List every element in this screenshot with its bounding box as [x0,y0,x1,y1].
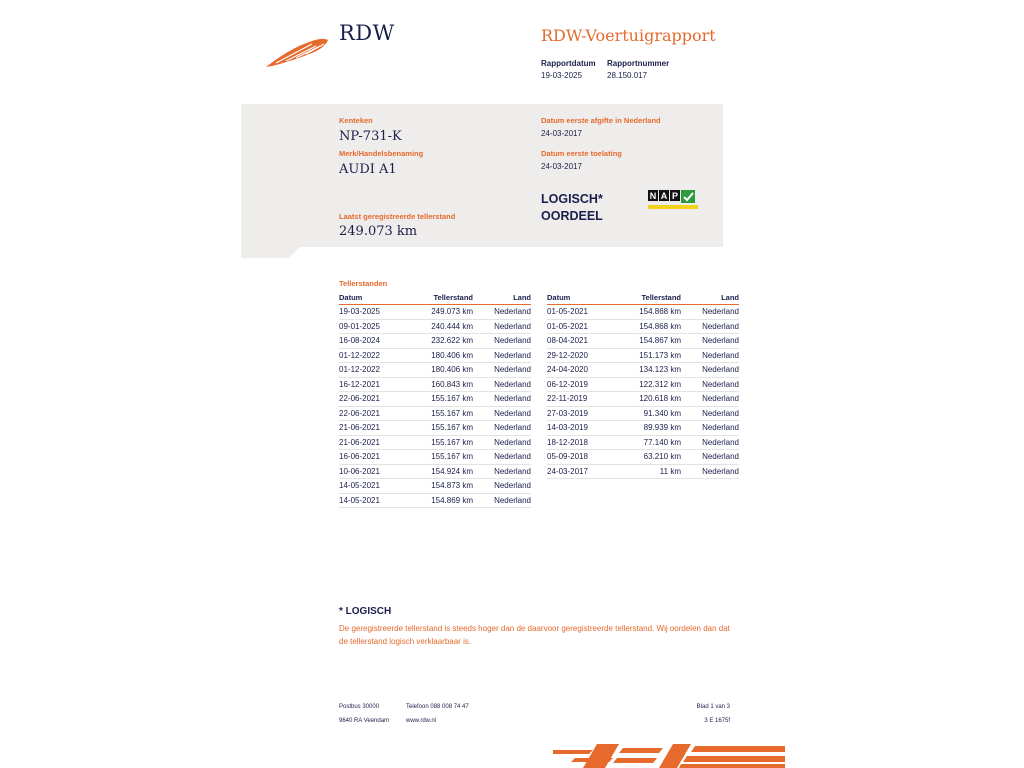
cell-country: Nederland [687,421,739,436]
table-row [547,435,739,450]
cell-country: Nederland [479,305,531,320]
cell-country: Nederland [479,464,531,479]
cell-date: 10-06-2021 [339,464,409,479]
cell-country: Nederland [479,421,531,436]
cell-country: Nederland [479,392,531,407]
footer-page: Blad 1 van 3 [696,704,730,710]
cell-date: 01-12-2022 [339,348,409,363]
table-row [339,479,531,494]
cell-km: 155.167 km [409,450,479,465]
cell-country: Nederland [687,406,739,421]
odometer-label: Laatst geregistreerde tellerstand [339,212,456,221]
cell-km: 249.073 km [409,305,479,320]
cell-km: 160.843 km [409,377,479,392]
cell-country: Nederland [687,377,739,392]
cell-date: 22-11-2019 [547,392,617,407]
cell-date: 08-04-2021 [547,334,617,349]
col-date-header: Datum [547,292,617,305]
table-header-row [339,292,531,305]
col-km-header: Tellerstand [409,292,479,305]
col-date-header: Datum [339,292,409,305]
cell-km: 77.140 km [617,435,687,450]
make-value: AUDI A1 [339,162,397,177]
cell-country: Nederland [687,348,739,363]
table-row [339,493,531,508]
cell-km: 122.312 km [617,377,687,392]
cell-date: 09-01-2025 [339,319,409,334]
table-row [339,363,531,378]
panel-notch [241,246,301,258]
table-row [547,363,739,378]
table-row [339,319,531,334]
cell-date: 18-12-2018 [547,435,617,450]
cell-date: 16-08-2024 [339,334,409,349]
nap-badge [648,189,698,209]
nap-letter-a: A [660,191,668,201]
col-country-header: Land [479,292,531,305]
cell-date: 01-05-2021 [547,305,617,320]
plate-value: NP-731-K [339,129,402,144]
table-row [339,334,531,349]
cell-km: 63.210 km [617,450,687,465]
footer-code: 3 E 1675f [704,718,730,724]
report-date-label: Rapportdatum [541,59,596,68]
col-country-header: Land [687,292,739,305]
cell-country: Nederland [687,305,739,320]
cell-country: Nederland [479,450,531,465]
cell-country: Nederland [687,435,739,450]
footer-website[interactable]: www.rdw.nl [406,718,437,724]
cell-date: 01-12-2022 [339,363,409,378]
cell-country: Nederland [687,450,739,465]
table-row [339,305,531,320]
cell-date: 14-05-2021 [339,493,409,508]
cell-date: 14-03-2019 [547,421,617,436]
cell-date: 21-06-2021 [339,435,409,450]
cell-km: 134.123 km [617,363,687,378]
rdw-stripes-decoration [553,744,785,768]
footer-phone: Telefoon 088 008 74 47 [406,704,469,710]
cell-km: 120.618 km [617,392,687,407]
cell-km: 155.167 km [409,406,479,421]
table-row [547,377,739,392]
cell-km: 89.939 km [617,421,687,436]
table-header-row [547,292,739,305]
cell-date: 16-06-2021 [339,450,409,465]
verdict-line2: OORDEEL [541,209,603,223]
cell-km: 232.622 km [409,334,479,349]
cell-km: 91.340 km [617,406,687,421]
plate-label: Kenteken [339,116,373,125]
cell-km: 154.873 km [409,479,479,494]
cell-km: 240.444 km [409,319,479,334]
feather-logo-icon [266,36,330,68]
first-admission-value: 24-03-2017 [541,162,582,171]
table-row [547,406,739,421]
cell-date: 24-04-2020 [547,363,617,378]
cell-km: 11 km [617,464,687,479]
cell-date: 05-09-2018 [547,450,617,465]
cell-country: Nederland [479,363,531,378]
cell-date: 16-12-2021 [339,377,409,392]
cell-country: Nederland [479,319,531,334]
readings-table-right [547,292,739,479]
table-row [547,392,739,407]
cell-country: Nederland [687,392,739,407]
col-km-header: Tellerstand [617,292,687,305]
cell-km: 180.406 km [409,363,479,378]
cell-country: Nederland [687,334,739,349]
cell-country: Nederland [479,377,531,392]
first-nl-label: Datum eerste afgifte in Nederland [541,116,661,125]
table-row [547,319,739,334]
table-row [339,406,531,421]
odometer-value: 249.073 km [339,224,418,239]
cell-km: 155.167 km [409,392,479,407]
cell-country: Nederland [479,479,531,494]
cell-km: 154.868 km [617,319,687,334]
cell-km: 155.167 km [409,435,479,450]
cell-country: Nederland [479,348,531,363]
table-row [339,392,531,407]
cell-km: 154.868 km [617,305,687,320]
report-number-value: 28.150.017 [607,71,648,80]
cell-km: 154.924 km [409,464,479,479]
report-number-label: Rapportnummer [607,59,670,68]
cell-country: Nederland [479,435,531,450]
cell-km: 151.173 km [617,348,687,363]
cell-date: 01-05-2021 [547,319,617,334]
cell-km: 154.869 km [409,493,479,508]
verdict-line1: LOGISCH* [541,192,603,206]
cell-date: 21-06-2021 [339,421,409,436]
table-row [339,348,531,363]
table-row [547,348,739,363]
cell-country: Nederland [687,319,739,334]
table-row [339,464,531,479]
table-row [339,435,531,450]
report-date-value: 19-03-2025 [541,71,582,80]
footer-postbus: Postbus 30000 [339,704,380,710]
make-label: Merk/Handelsbenaming [339,149,424,158]
table-row [547,464,739,479]
cell-km: 180.406 km [409,348,479,363]
cell-date: 14-05-2021 [339,479,409,494]
cell-date: 22-06-2021 [339,406,409,421]
table-row [339,450,531,465]
table-row [547,450,739,465]
cell-country: Nederland [479,493,531,508]
cell-date: 24-03-2017 [547,464,617,479]
note-title: * LOGISCH [339,606,392,617]
table-row [547,305,739,320]
vehicle-summary-panel [241,104,723,247]
cell-km: 155.167 km [409,421,479,436]
cell-date: 06-12-2019 [547,377,617,392]
table-row [547,334,739,349]
table-row [547,421,739,436]
verdict [541,191,603,225]
readings-title: Tellerstanden [339,279,388,288]
cell-date: 27-03-2019 [547,406,617,421]
note-text: De geregistreerde tellerstand is steeds hoger dan de daarvoor geregistreerde tellerstand. Wij oordelen dan dat de tellerstand logisch verklaarbaar is. [339,624,730,646]
brand-name: RDW [339,21,395,45]
cell-country: Nederland [479,334,531,349]
cell-country: Nederland [687,464,739,479]
nap-letter-n: N [649,191,657,201]
first-nl-value: 24-03-2017 [541,129,582,138]
nap-letter-p: P [671,191,679,201]
table-row [339,377,531,392]
cell-date: 29-12-2020 [547,348,617,363]
cell-km: 154.867 km [617,334,687,349]
first-admission-label: Datum eerste toelating [541,149,622,158]
cell-country: Nederland [479,406,531,421]
cell-country: Nederland [687,363,739,378]
cell-date: 19-03-2025 [339,305,409,320]
footer-address: 9640 RA Veendam [339,718,390,724]
readings-table-left [339,292,531,508]
table-row [339,421,531,436]
cell-date: 22-06-2021 [339,392,409,407]
report-title: RDW-Voertuigrapport [541,26,716,45]
